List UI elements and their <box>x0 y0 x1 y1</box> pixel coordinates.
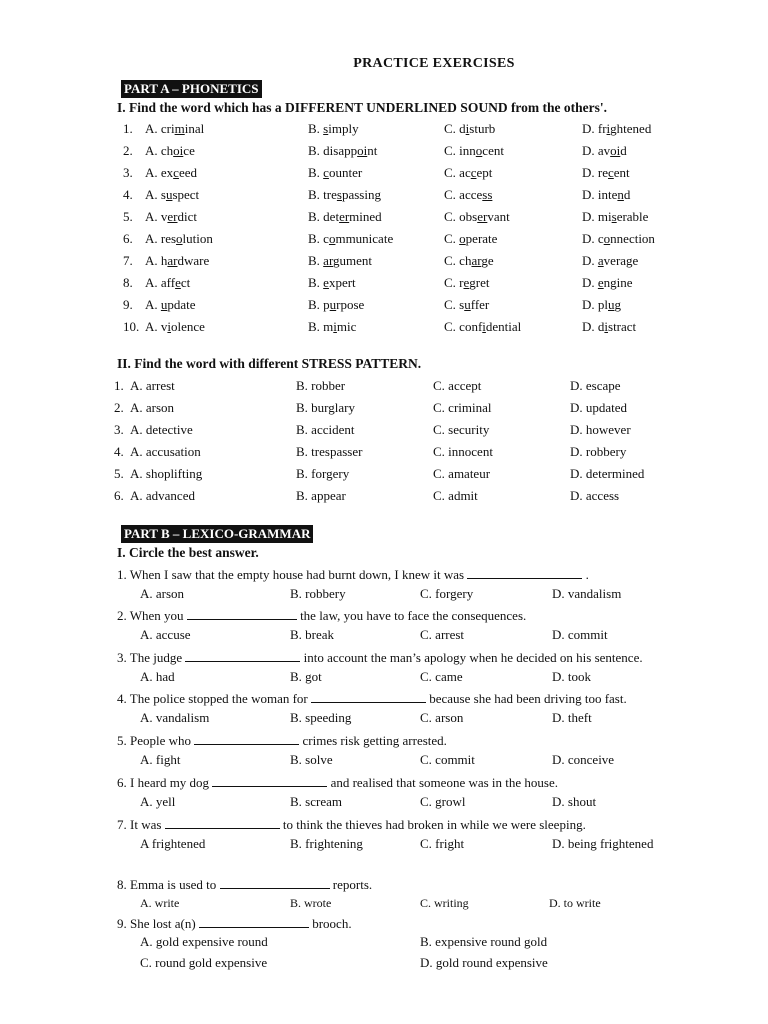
item-number: 9. <box>123 297 133 312</box>
option-c: C. admit <box>433 488 478 503</box>
option-d: D. gold round expensive <box>420 955 548 970</box>
part-a-section-2-heading: II. Find the word with different STRESS PATTERN. <box>117 356 422 371</box>
option-b: B. determined <box>308 209 382 224</box>
option-a: A. yell <box>140 794 176 809</box>
option-b: B. counter <box>308 165 363 180</box>
option-a: A. suspect <box>145 187 200 202</box>
item-number: 2. <box>114 400 124 415</box>
question-text: 4. The police stopped the woman for because she had been driving too fast. <box>117 691 627 706</box>
answer-blank <box>467 566 582 579</box>
option-d: D. however <box>570 422 631 437</box>
item-number: 3. <box>123 165 133 180</box>
item-number: 6. <box>114 488 124 503</box>
option-c: C. regret <box>444 275 490 290</box>
option-c: C. access <box>444 187 493 202</box>
stress-row <box>0 466 768 488</box>
option-d: D. to write <box>549 896 601 910</box>
option-b: B. frightening <box>290 836 363 851</box>
option-b: B. communicate <box>308 231 394 246</box>
part-b-heading: PART B – LEXICO-GRAMMAR <box>121 525 313 543</box>
option-d: D. recent <box>582 165 630 180</box>
option-a: A. accusation <box>130 444 201 459</box>
option-b: B. disappoint <box>308 143 378 158</box>
option-b: B. got <box>290 669 322 684</box>
option-b: B. robbery <box>290 586 346 601</box>
option-b: B. forgery <box>296 466 350 481</box>
option-c: C. fright <box>420 836 465 851</box>
option-a: A. update <box>145 297 196 312</box>
item-number: 5. <box>114 466 124 481</box>
option-b: B. robber <box>296 378 346 393</box>
option-a: A. resolution <box>145 231 213 246</box>
question-text: 9. She lost a(n) brooch. <box>117 916 352 931</box>
phonetics-row <box>0 209 768 231</box>
option-d: D. vandalism <box>552 586 622 601</box>
option-c: C. observant <box>444 209 510 224</box>
option-d: D. avoid <box>582 143 627 158</box>
option-a: A. affect <box>145 275 191 290</box>
option-d: D. intend <box>582 187 631 202</box>
option-b: B. expensive round gold <box>420 934 548 949</box>
option-a: A. arson <box>140 586 185 601</box>
option-d: D. average <box>582 253 639 268</box>
item-number: 1. <box>114 378 124 393</box>
phonetics-row <box>0 143 768 165</box>
option-c: C. amateur <box>433 466 491 481</box>
part-a-section-1-heading: I. Find the word which has a DIFFERENT UNDERLINED SOUND from the others'. <box>117 100 608 115</box>
phonetics-row <box>0 187 768 209</box>
option-b: B. burglary <box>296 400 355 415</box>
option-a: A. fight <box>140 752 181 767</box>
stress-row <box>0 400 768 422</box>
item-number: 10. <box>123 319 140 334</box>
question-text: 5. People who crimes risk getting arrested. <box>117 733 447 748</box>
option-d: D. shout <box>552 794 597 809</box>
option-d: D. being frightened <box>552 836 654 851</box>
option-d: D. commit <box>552 627 608 642</box>
option-b: B. accident <box>296 422 355 437</box>
option-d: D. distract <box>582 319 637 334</box>
phonetics-row <box>0 297 768 319</box>
answer-blank <box>187 607 297 620</box>
option-c: C. criminal <box>433 400 492 415</box>
question-text: 8. Emma is used to reports. <box>117 877 373 892</box>
option-c: C. innocent <box>444 143 504 158</box>
answer-blank <box>220 876 330 889</box>
phonetics-row <box>0 319 768 341</box>
item-number: 4. <box>123 187 133 202</box>
option-d: D. frightened <box>582 121 652 136</box>
option-a: A. gold expensive round <box>140 934 268 949</box>
option-a: A. write <box>140 896 180 910</box>
option-c: C. security <box>433 422 490 437</box>
option-c: C. forgery <box>420 586 474 601</box>
answer-blank <box>185 649 300 662</box>
option-a: A. arrest <box>130 378 175 393</box>
option-c: C. accept <box>433 378 482 393</box>
option-a: A. advanced <box>130 488 195 503</box>
option-c: C. innocent <box>433 444 493 459</box>
option-b: B. trespassing <box>308 187 381 202</box>
option-b: B. appear <box>296 488 346 503</box>
option-d: D. access <box>570 488 620 503</box>
option-c: C. round gold expensive <box>140 955 268 970</box>
answer-blank <box>194 732 299 745</box>
option-a: A. violence <box>145 319 205 334</box>
option-a: A. choice <box>145 143 195 158</box>
option-b: B. simply <box>308 121 359 136</box>
stress-row <box>0 378 768 400</box>
option-b: B. wrote <box>290 896 332 910</box>
option-c: C. accept <box>444 165 493 180</box>
answer-blank <box>165 816 280 829</box>
option-b: B. mimic <box>308 319 357 334</box>
option-a: A. arson <box>130 400 175 415</box>
part-b-section-1-heading: I. Circle the best answer. <box>117 545 259 560</box>
stress-row <box>0 444 768 466</box>
option-a: A. detective <box>130 422 193 437</box>
question-text: 2. When you the law, you have to face the consequences. <box>117 608 527 623</box>
option-b: B. trespasser <box>296 444 363 459</box>
option-c: C. commit <box>420 752 475 767</box>
option-d: D. plug <box>582 297 621 312</box>
option-c: C. operate <box>444 231 498 246</box>
phonetics-row <box>0 275 768 297</box>
option-c: C. writing <box>420 896 469 910</box>
phonetics-row <box>0 165 768 187</box>
option-a: A. verdict <box>145 209 197 224</box>
phonetics-row <box>0 231 768 253</box>
option-c: C. arson <box>420 710 464 725</box>
option-a: A. exceed <box>145 165 197 180</box>
page-title: PRACTICE EXERCISES <box>353 56 515 71</box>
option-b: B. break <box>290 627 335 642</box>
answer-blank <box>199 915 309 928</box>
option-a: A. shoplifting <box>130 466 203 481</box>
answer-blank <box>311 690 426 703</box>
option-c: C. arrest <box>420 627 465 642</box>
phonetics-row <box>0 121 768 143</box>
stress-row <box>0 488 768 510</box>
option-c: C. confidential <box>444 319 522 334</box>
option-d: D. connection <box>582 231 655 246</box>
option-d: D. miserable <box>582 209 649 224</box>
question-text: 3. The judge into account the man’s apology when he decided on his sentence. <box>117 650 643 665</box>
item-number: 5. <box>123 209 133 224</box>
option-d: D. engine <box>582 275 633 290</box>
option-a: A. hardware <box>145 253 210 268</box>
option-c: C. disturb <box>444 121 496 136</box>
option-a: A frightened <box>140 836 206 851</box>
option-b: B. purpose <box>308 297 365 312</box>
option-c: C. growl <box>420 794 466 809</box>
stress-row <box>0 422 768 444</box>
item-number: 7. <box>123 253 133 268</box>
option-d: D. robbery <box>570 444 627 459</box>
item-number: 6. <box>123 231 133 246</box>
option-b: B. expert <box>308 275 356 290</box>
option-d: D. determined <box>570 466 645 481</box>
option-c: C. charge <box>444 253 494 268</box>
phonetics-row <box>0 253 768 275</box>
option-d: D. theft <box>552 710 592 725</box>
question-text: 6. I heard my dog and realised that someone was in the house. <box>117 775 558 790</box>
question-text: 1. When I saw that the empty house had burnt down, I knew it was . <box>117 567 589 582</box>
option-d: D. conceive <box>552 752 615 767</box>
option-b: B. speeding <box>290 710 352 725</box>
option-d: D. took <box>552 669 591 684</box>
option-a: A. criminal <box>145 121 205 136</box>
item-number: 4. <box>114 444 124 459</box>
item-number: 8. <box>123 275 133 290</box>
item-number: 2. <box>123 143 133 158</box>
option-b: B. scream <box>290 794 342 809</box>
option-d: D. escape <box>570 378 621 393</box>
option-c: C. suffer <box>444 297 490 312</box>
item-number: 1. <box>123 121 133 136</box>
option-b: B. argument <box>308 253 373 268</box>
item-number: 3. <box>114 422 124 437</box>
option-a: A. had <box>140 669 175 684</box>
option-b: B. solve <box>290 752 333 767</box>
question-text: 7. It was to think the thieves had broken in while we were sleeping. <box>117 817 586 832</box>
part-a-heading: PART A – PHONETICS <box>121 80 262 98</box>
option-c: C. came <box>420 669 463 684</box>
option-a: A. vandalism <box>140 710 210 725</box>
option-a: A. accuse <box>140 627 191 642</box>
option-d: D. updated <box>570 400 628 415</box>
answer-blank <box>212 774 327 787</box>
